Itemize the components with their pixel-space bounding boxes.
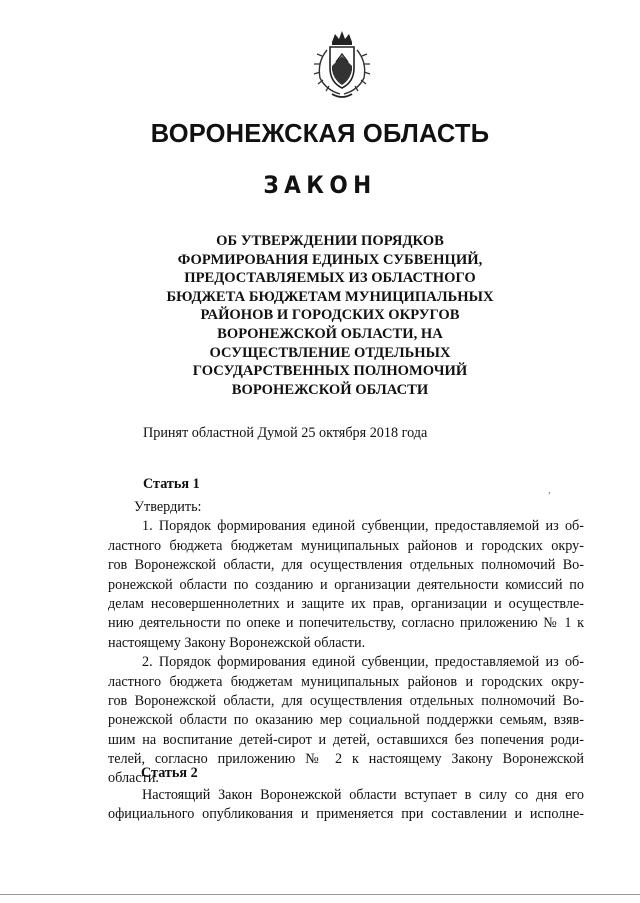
scan-mark: ,: [548, 484, 551, 496]
body-line: официального опубликования и применяется при составлении и исполне-: [108, 806, 584, 823]
body-line: телей, согласно приложению № 2 к настоящему Закону Воронежской: [108, 751, 584, 768]
body-line: настоящему Закону Воронежской области.: [108, 634, 366, 651]
body-line: 1. Порядок формирования единой субвенции, предоставляемой из об-: [142, 518, 584, 535]
title-line: ВОРОНЕЖСКОЙ ОБЛАСТИ, НА: [217, 325, 443, 342]
adoption-note: Принят областной Думой 25 октября 2018 года: [143, 425, 428, 441]
title-line: БЮДЖЕТА БЮДЖЕТАМ МУНИЦИПАЛЬНЫХ: [166, 288, 494, 305]
body-line: нию деятельности по опеке и попечительству, согласно приложению № 1 к: [108, 615, 584, 632]
title-line: ОБ УТВЕРЖДЕНИИ ПОРЯДКОВ: [216, 233, 444, 249]
body-line: 2. Порядок формирования единой субвенции, предоставляемой из об-: [142, 654, 584, 671]
article-2-body: [108, 786, 584, 825]
title-line: ПРЕДОСТАВЛЯЕМЫХ ИЗ ОБЛАСТНОГО: [184, 270, 476, 287]
body-line: делам несовершеннолетних и защите их прав, организации и осуществле-: [108, 595, 584, 612]
body-line: области.: [108, 770, 159, 787]
article-1-body: [108, 498, 584, 789]
body-line: ронежской области по оказанию мер социальной поддержки семьям, взяв-: [108, 712, 584, 729]
body-line: гов Воронежской области, для осуществления отдельных полномочий Во-: [108, 557, 584, 574]
title-line: ОСУЩЕСТВЛЕНИЕ ОТДЕЛЬНЫХ: [209, 344, 451, 361]
region-name: ВОРОНЕЖСКАЯ ОБЛАСТЬ: [150, 120, 490, 148]
title-line: РАЙОНОВ И ГОРОДСКИХ ОКРУГОВ: [200, 307, 460, 324]
document-type: ЗАКОН: [263, 171, 377, 199]
title-line: ФОРМИРОВАНИЯ ЕДИНЫХ СУБВЕНЦИЙ,: [177, 251, 483, 268]
title-line: ГОСУДАРСТВЕННЫХ ПОЛНОМОЧИЙ: [192, 363, 468, 380]
body-line: шим на воспитание детей-сирот и детей, оставшихся без попечения роди-: [108, 731, 584, 748]
body-line: ронежской области по созданию и организации деятельности комиссий по: [108, 576, 584, 593]
body-line: ластного бюджета бюджетам муниципальных районов и городских окру-: [108, 537, 584, 554]
body-line: Утвердить:: [134, 499, 202, 515]
law-title: [140, 232, 520, 399]
article-1-heading: Статья 1: [143, 476, 200, 492]
body-line: Настоящий Закон Воронежской области вступает в силу со дня его: [142, 787, 584, 803]
body-line: гов Воронежской области, для осуществления отдельных полномочий Во-: [108, 692, 584, 709]
page-edge-line: [0, 894, 640, 895]
title-line: ВОРОНЕЖСКОЙ ОБЛАСТИ: [231, 381, 429, 398]
article-2-heading: Статья 2: [141, 765, 198, 781]
body-line: ластного бюджета бюджетам муниципальных районов и городских окру-: [108, 673, 584, 690]
coat-of-arms-icon: [302, 26, 382, 104]
